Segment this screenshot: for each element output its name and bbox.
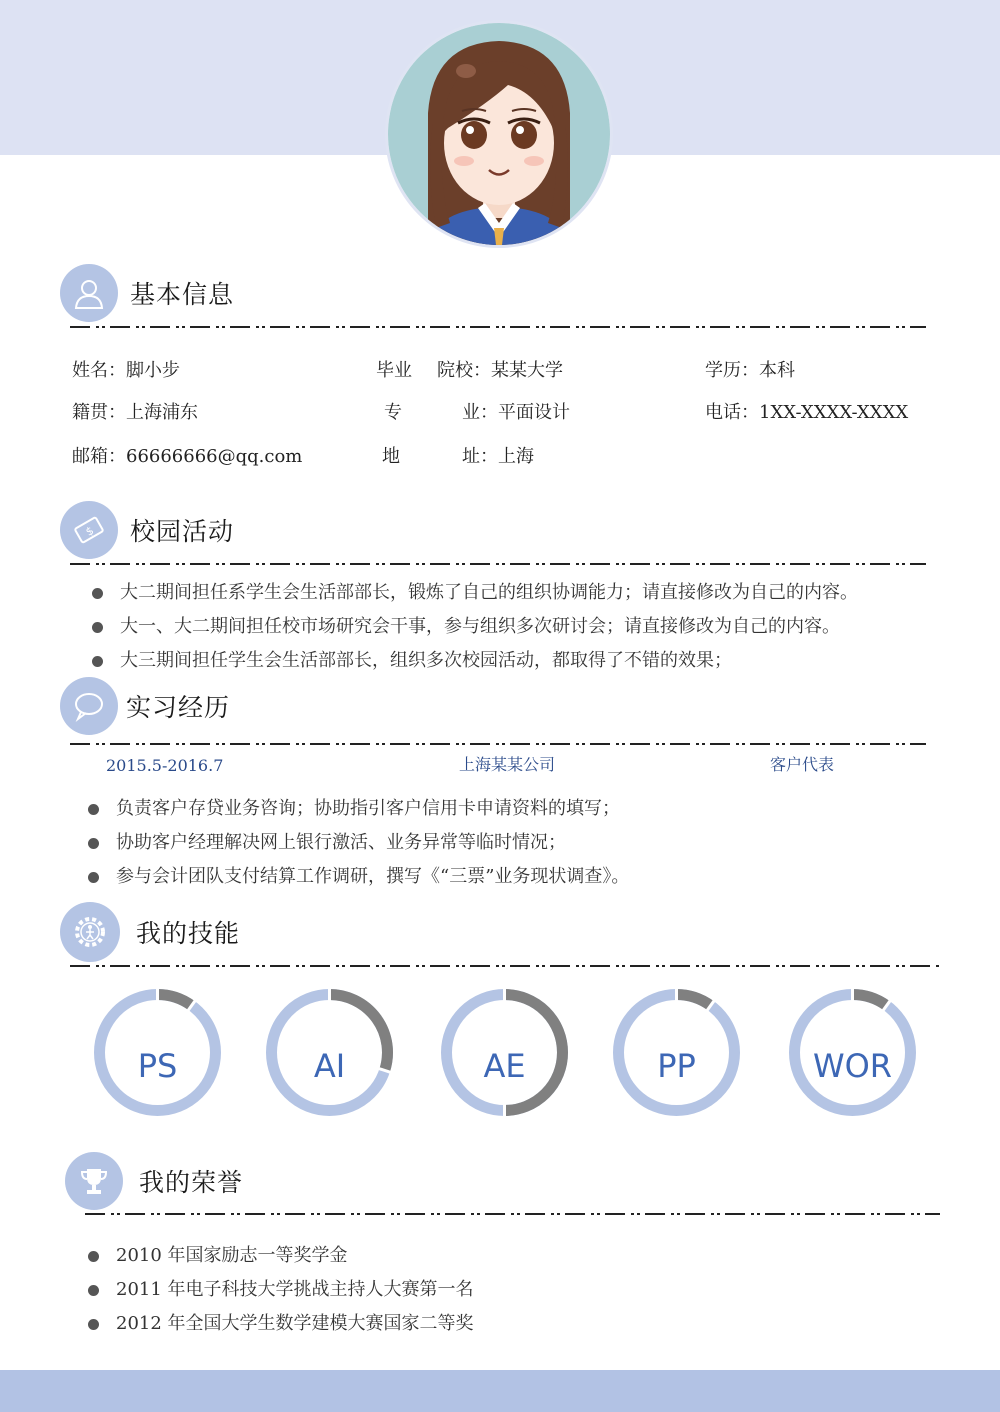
list-item: 2011 年电子科技大学挑战主持人大赛第一名: [88, 1273, 474, 1307]
info-origin: 籍贯：上海浦东: [72, 402, 198, 423]
info-school-label: 毕业: [376, 360, 412, 381]
girl-avatar-illustration: [388, 23, 610, 245]
section-divider: [70, 326, 926, 328]
section-basic-header: [60, 264, 234, 322]
skills-chart: [0, 985, 1000, 1135]
bullet-dot: [92, 588, 103, 599]
ticket-icon: [60, 501, 118, 559]
skill-label: WOR: [812, 1047, 893, 1085]
list-item: 大二期间担任系学生会生活部部长，锻炼了自己的组织协调能力；请直接修改为自己的内容。: [92, 576, 858, 610]
skill-ring-ai: [262, 985, 397, 1120]
section-skills-title: 我的技能: [136, 919, 241, 948]
list-item: 负责客户存贷业务咨询；协助指引客户信用卡申请资料的填写；: [88, 792, 629, 826]
bullet-dot: [88, 804, 99, 815]
skill-ring-word: [785, 985, 920, 1120]
info-phone: 电话：1XX-XXXX-XXXX: [705, 402, 909, 423]
section-skills-header: [60, 902, 240, 962]
skill-remaining-arc: [853, 995, 887, 1006]
gear-person-icon: [60, 902, 120, 962]
section-divider: [70, 743, 926, 745]
user-icon: [60, 264, 118, 322]
skill-ring-ps: [90, 985, 225, 1120]
section-honors-header: [65, 1152, 243, 1210]
skill-label: PS: [137, 1047, 178, 1085]
list-item: 协助客户经理解决网上银行激活、业务异常等临时情况；: [88, 826, 629, 860]
list-item: 2012 年全国大学生数学建模大赛国家二等奖: [88, 1307, 474, 1341]
bullet-dot: [88, 1285, 99, 1296]
skill-ring-ae: [437, 985, 572, 1120]
intern-company: 上海某某公司: [459, 755, 556, 774]
list-item: 参与会计团队支付结算工作调研，撰写《“三票”业务现状调查》。: [88, 860, 629, 894]
info-email: 邮箱：66666666@qq.com: [72, 446, 303, 467]
intern-list: [88, 792, 629, 894]
skill-label: AE: [483, 1047, 526, 1085]
skill-remaining-arc: [677, 995, 711, 1006]
intern-role: 客户代表: [770, 755, 835, 774]
info-address: 址：上海: [462, 446, 534, 467]
bullet-dot: [88, 1319, 99, 1330]
bottom-band: [0, 1370, 1000, 1412]
list-item: 2010 年国家励志一等奖学金: [88, 1239, 474, 1273]
trophy-icon: [65, 1152, 123, 1210]
chat-bubble-icon: [60, 677, 118, 735]
bullet-dot: [88, 1251, 99, 1262]
section-basic-title: 基本信息: [130, 280, 235, 309]
list-item: 大三期间担任学生会生活部部长，组织多次校园活动，都取得了不错的效果；: [92, 644, 858, 678]
bullet-dot: [92, 622, 103, 633]
bullet-dot: [92, 656, 103, 667]
skill-label: AI: [313, 1047, 346, 1085]
honors-list: [88, 1239, 474, 1341]
section-divider: [70, 563, 926, 565]
info-degree: 学历：本科: [705, 360, 795, 381]
info-major-label: 专: [384, 402, 402, 423]
section-intern-title: 实习经历: [126, 693, 231, 722]
section-campus-header: [60, 501, 234, 559]
svg-text:$: $: [83, 523, 97, 539]
section-campus-title: 校园活动: [130, 517, 235, 546]
avatar: [385, 20, 613, 248]
info-major: 业：平面设计: [462, 402, 570, 423]
info-name: 姓名：脚小步: [72, 360, 180, 381]
list-item: 大一、大二期间担任校市场研究会干事，参与组织多次研讨会；请直接修改为自己的内容。: [92, 610, 858, 644]
section-intern-header: [60, 677, 230, 735]
bullet-dot: [88, 838, 99, 849]
section-divider: [70, 965, 940, 967]
bullet-dot: [88, 872, 99, 883]
intern-period: 2015.5-2016.7: [106, 756, 224, 775]
skill-remaining-arc: [158, 995, 192, 1006]
skill-label: PP: [657, 1047, 696, 1085]
info-school: 院校：某某大学: [437, 360, 563, 381]
skill-ring-pp: [609, 985, 744, 1120]
section-divider: [85, 1213, 940, 1215]
section-honors-title: 我的荣誉: [139, 1168, 244, 1197]
campus-list: [92, 576, 858, 678]
info-address-label: 地: [382, 446, 400, 467]
